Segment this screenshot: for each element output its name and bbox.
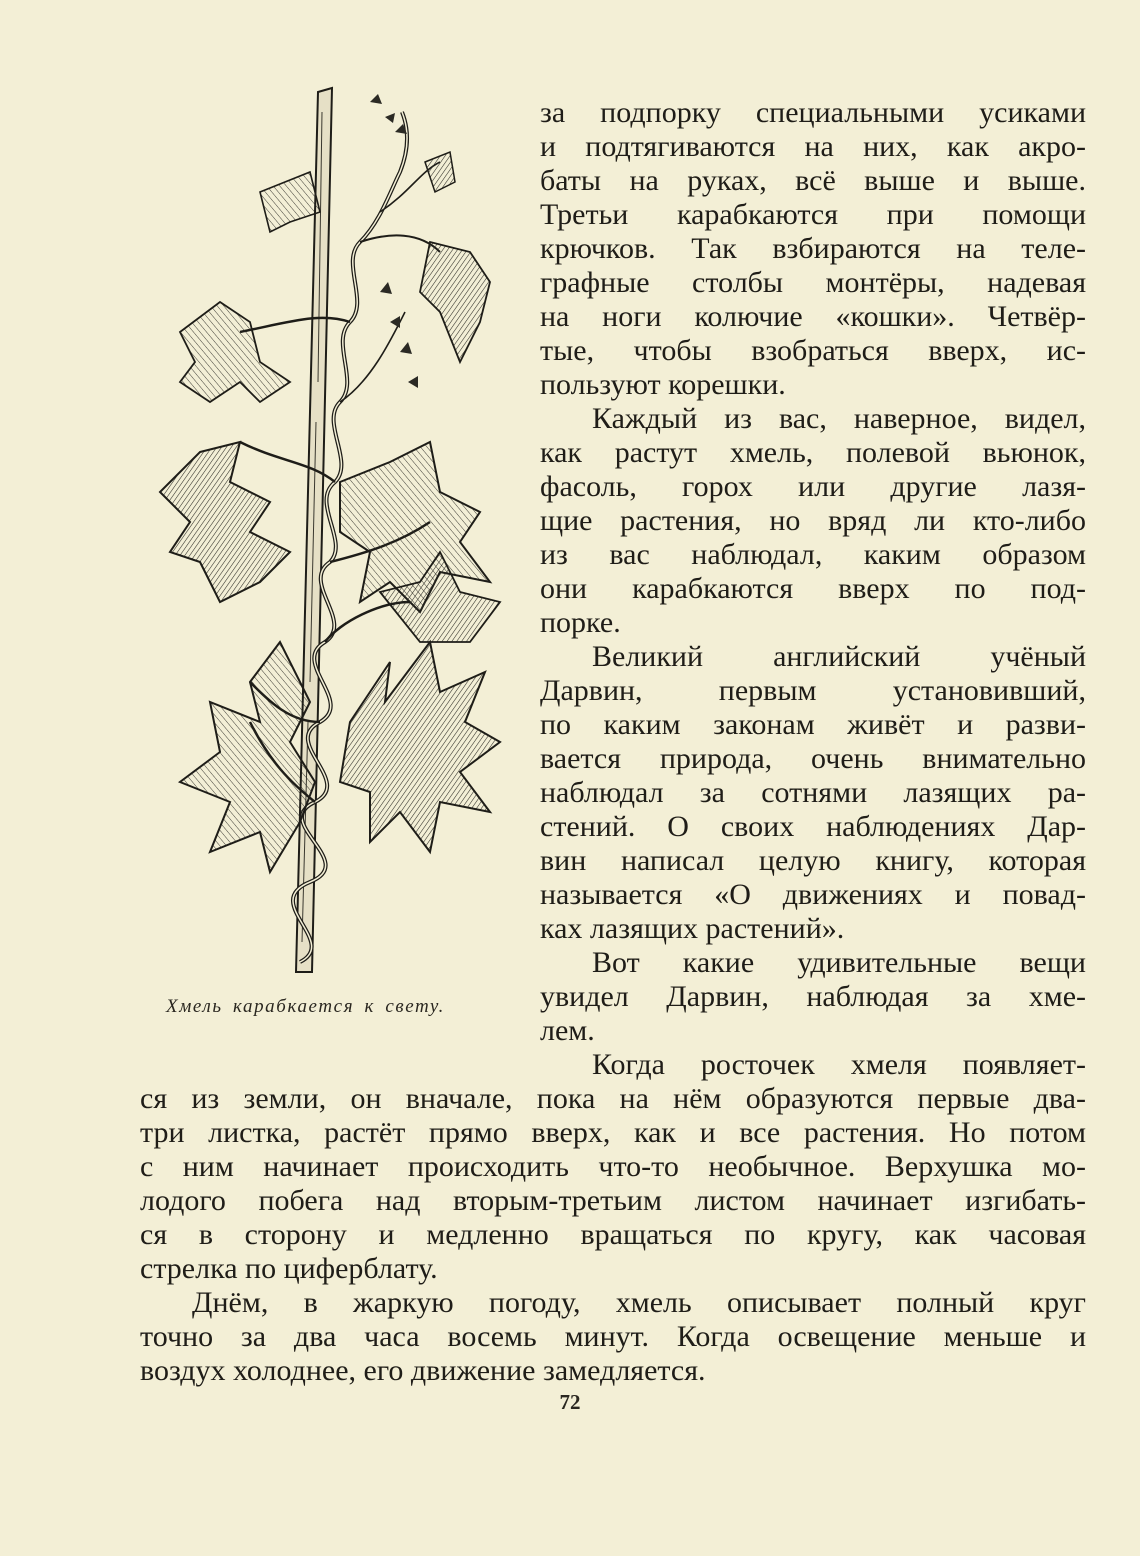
column-line: ках лазящих растений». (540, 912, 845, 945)
column-line: баты на руках, всё выше и выше. (540, 164, 1086, 197)
hop-illustration (140, 82, 520, 982)
column-line: Когда росточек хмеля появляет- (592, 1048, 1086, 1081)
column-line: пользуют корешки. (540, 368, 786, 401)
column-line: Каждый из вас, наверное, видел, (592, 402, 1086, 435)
column-line: вин написал целую книгу, которая (540, 844, 1086, 877)
column-line: фасоль, горох или другие лазя- (540, 470, 1086, 503)
full-line: стрелка по циферблату. (140, 1252, 438, 1285)
column-line: за подпорку специальными усиками (540, 96, 1086, 129)
column-line: как растут хмель, полевой вьюнок, (540, 436, 1086, 469)
figure-caption: Хмель карабкается к свету. (166, 996, 446, 1017)
column-line: крючков. Так взбираются на теле- (540, 232, 1086, 265)
column-line: они карабкаются вверх по под- (540, 572, 1086, 605)
full-line: точно за два часа восемь минут. Когда освещение меньше и (140, 1320, 1086, 1353)
full-line: лодого побега над вторым-третьим листом начинает изгибать- (140, 1184, 1086, 1217)
page-number: 72 (559, 1390, 581, 1414)
full-line: воздух холоднее, его движение замедляется. (140, 1354, 706, 1387)
column-line: порке. (540, 606, 621, 639)
full-line: Днём, в жаркую погоду, хмель описывает полный круг (192, 1286, 1086, 1319)
column-line: на ноги колючие «кошки». Четвёр- (540, 300, 1086, 333)
column-line: лем. (540, 1014, 595, 1047)
column-line: тые, чтобы взобраться вверх, ис- (540, 334, 1086, 367)
column-line: вается природа, очень внимательно (540, 742, 1086, 775)
column-line: графные столбы монтёры, надевая (540, 266, 1086, 299)
column-line: называется «О движениях и повад- (540, 878, 1086, 911)
full-line: ся из земли, он вначале, пока на нём образуются первые два- (140, 1082, 1086, 1115)
column-line: щие растения, но вряд ли кто-либо (540, 504, 1086, 537)
column-line: стений. О своих наблюдениях Дар- (540, 810, 1086, 843)
hop-plant-drawing (140, 82, 520, 982)
column-line: по каким законам живёт и разви- (540, 708, 1086, 741)
full-line: три листка, растёт прямо вверх, как и все растения. Но потом (140, 1116, 1086, 1149)
column-line: Третьи карабкаются при помощи (540, 198, 1086, 231)
column-line: Великий английский учёный (592, 640, 1086, 673)
column-line: Вот какие удивительные вещи (592, 946, 1086, 979)
column-line: Дарвин, первым установивший, (540, 674, 1086, 707)
column-line: наблюдал за сотнями лазящих ра- (540, 776, 1086, 809)
column-line: увидел Дарвин, наблюдая за хме- (540, 980, 1086, 1013)
full-line: с ним начинает происходить что-то необычное. Верхушка мо- (140, 1150, 1086, 1183)
column-line: из вас наблюдал, каким образом (540, 538, 1086, 571)
full-line: ся в сторону и медленно вращаться по кругу, как часовая (140, 1218, 1086, 1251)
column-line: и подтягиваются на них, как акро- (540, 130, 1086, 163)
